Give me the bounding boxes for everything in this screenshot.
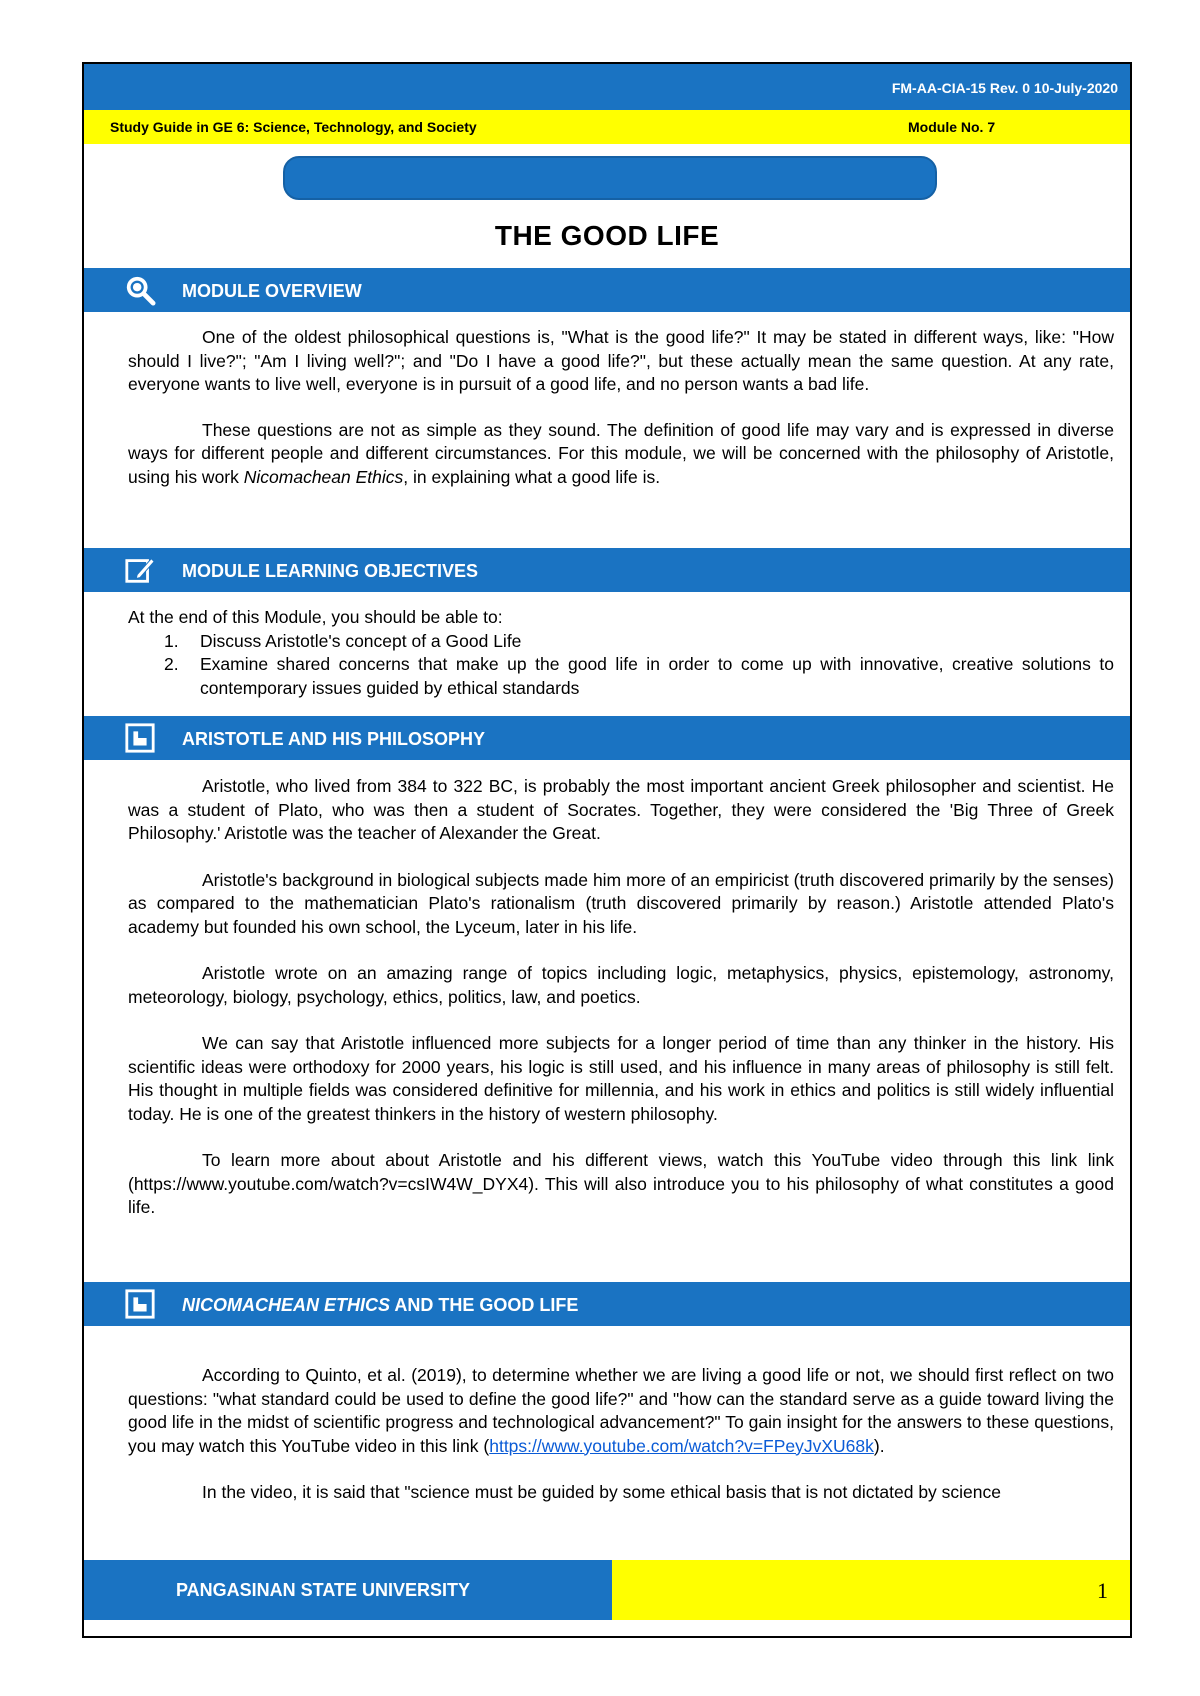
aristotle-text xyxy=(128,775,1114,1220)
paragraph xyxy=(128,419,1114,490)
heading-rest: AND THE GOOD LIFE xyxy=(390,1295,579,1315)
list-text: Discuss Aristotle's concept of a Good Life xyxy=(200,630,522,651)
list-number: 2. xyxy=(164,654,179,674)
pencil-icon xyxy=(124,554,156,586)
university-name: PANGASINAN STATE UNIVERSITY xyxy=(176,1580,471,1600)
section-heading: MODULE LEARNING OBJECTIVES xyxy=(182,561,479,581)
top-header-bar xyxy=(84,64,1130,110)
overview-text xyxy=(128,326,1114,489)
paragraph: In the video, it is said that "science must be guided by some ethical basis that is not dictated by science xyxy=(202,1482,1002,1502)
list-number: 1. xyxy=(164,630,179,651)
module-number: Module No. 7 xyxy=(908,119,996,135)
objectives-text xyxy=(128,606,1114,700)
paragraph: Aristotle's background in biological subjects made him more of an empiricist (truth discovered primarily by the senses) as compared to the mathematician Plato's rationalism (truth discovered primarily by reason.) Aristotle attended Plato's academy but founded his own school, the Lyceum, later in his life. xyxy=(128,869,1114,937)
page-title: THE GOOD LIFE xyxy=(494,220,720,251)
magnifier-icon xyxy=(124,274,156,306)
work-title: Nicomachean Ethics xyxy=(243,466,404,487)
page-number: 1 xyxy=(1097,1578,1108,1603)
paragraph: Aristotle, who lived from 384 to 322 BC, is probably the most important ancient Greek philosopher and scientist. He was a student of Plato, who was then a student of Socrates. Together, they were considered the 'Big Three of Greek Philosophy.' Aristotle was the teacher of Alexander the Great. xyxy=(128,776,1114,843)
book-icon xyxy=(124,722,156,754)
section-header-overview xyxy=(84,268,1130,312)
paragraph-text: These questions are not as simple as they sound. The definition of good life may vary and is expressed in diverse ways for different people and different circumstances. For this module, we will be concerned with the philosophy of Aristotle, using his work xyxy=(128,419,1114,487)
paragraph: We can say that Aristotle influenced more subjects for a longer period of time than any thinker in the history. His scientific ideas were orthodoxy for 2000 years, his logic is still used, and his influence in many areas of philosophy is still felt. His thought in multiple fields was considered definitive for millennia, and his work in ethics and politics is still widely influential today. He is one of the greatest thinkers in the history of western philosophy. xyxy=(128,1033,1114,1124)
footer-page-bar xyxy=(612,1560,1130,1620)
footer-university-bar xyxy=(84,1560,612,1620)
section-header-objectives xyxy=(84,548,1130,592)
paragraph-text: , in explaining what a good life is. xyxy=(403,466,661,487)
objectives-list xyxy=(128,630,1114,701)
paragraph xyxy=(128,1364,1114,1458)
form-code: FM-AA-CIA-15 Rev. 0 10-July-2020 xyxy=(891,80,1118,96)
youtube-link[interactable]: https://www.youtube.com/watch?v=FPeyJvXU68k xyxy=(489,1435,874,1456)
list-text: Examine shared concerns that make up the good life in order to come up with innovative, creative solutions to contemporary issues guided by ethical standards xyxy=(200,654,1114,698)
study-guide-label: Study Guide in GE 6: Science, Technology, and Society xyxy=(110,119,477,135)
paragraph-text: ). xyxy=(873,1435,885,1456)
list-item xyxy=(128,653,1114,700)
section-heading: ARISTOTLE AND HIS PHILOSOPHY xyxy=(182,729,486,749)
list-item xyxy=(128,630,1114,654)
paragraph: To learn more about about Aristotle and his different views, watch this YouTube video through this link link (https://www.youtube.com/watch?v=csIW4W_DYX4). This will also introduce you to his philosophy of what constitutes a good life. xyxy=(128,1150,1114,1217)
section-header-aristotle xyxy=(84,716,1130,760)
paragraph-text: According to Quinto, et al. (2019), to determine whether we are living a good life or not, we should first reflect on two questions: "what standard could be used to define the good life?" and "how can the standard serve as a guide toward living the good life in the midst of scientific progress and technological advancement?" To gain insight for the answers to these questions, you may watch this YouTube video in this link ( xyxy=(128,1365,1114,1456)
section-heading xyxy=(182,1295,578,1316)
objectives-intro: At the end of this Module, you should be able to: xyxy=(128,607,503,627)
paragraph: One of the oldest philosophical questions is, "What is the good life?" It may be stated in different ways, like: "How should I live?"; "Am I living well?"; and "Do I have a good life?", but these actually mean the same question. At any rate, everyone wants to live well, everyone is in pursuit of a good life, and no person wants a bad life. xyxy=(128,327,1114,394)
section-header-ethics xyxy=(84,1282,1130,1326)
ethics-text xyxy=(128,1364,1114,1505)
course-bar xyxy=(84,110,1130,144)
decorative-pill xyxy=(283,156,937,200)
section-heading: MODULE OVERVIEW xyxy=(182,281,362,301)
book-icon xyxy=(124,1288,156,1320)
paragraph: Aristotle wrote on an amazing range of topics including logic, metaphysics, physics, epistemology, astronomy, meteorology, biology, psychology, ethics, politics, law, and poetics. xyxy=(128,963,1114,1007)
heading-italic: NICOMACHEAN ETHICS xyxy=(182,1295,391,1315)
